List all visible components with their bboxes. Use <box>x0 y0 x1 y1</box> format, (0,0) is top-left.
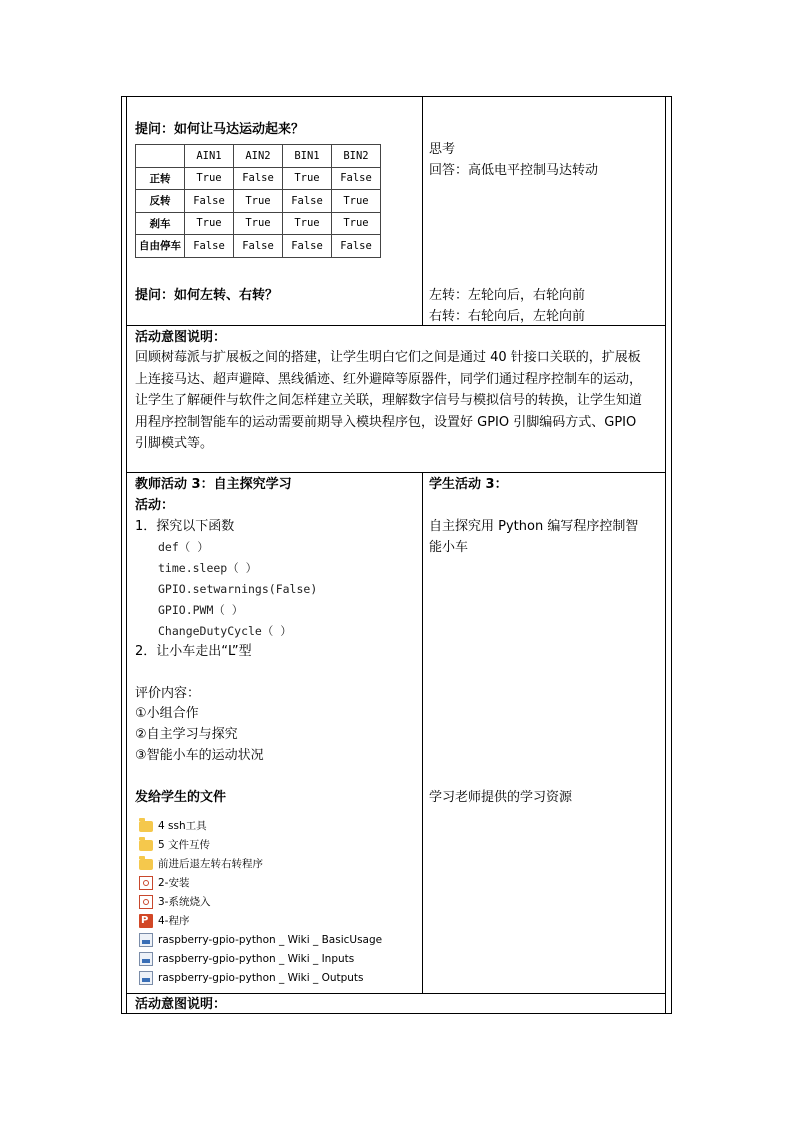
table-cell: False <box>185 235 234 258</box>
pdf-icon <box>139 933 153 947</box>
folder-icon <box>139 840 153 851</box>
files-title: 发给学生的文件 <box>135 790 227 805</box>
file-item[interactable] <box>139 873 189 892</box>
file-item[interactable] <box>139 892 210 911</box>
table-cell: True <box>283 212 332 235</box>
ppt-icon <box>139 876 153 890</box>
activity-intent-title: 活动意图说明： <box>135 330 227 345</box>
file-name: raspberry-gpio-python _ Wiki _ Outputs <box>158 971 364 984</box>
activity-intent-body: 回顾树莓派与扩展板之间的搭建，让学生明白它们之间是通过 40 针接口关联的，扩展板上连接马达、超声避障、黑线循迹、红外避障等原器件，同学们通过程序控制车的运动，让学生了解硬件与软件之间怎样建立关联，理解数字信号与模拟信号的转换，让学生知道用程序控制智能车的运动需要前期导入模块程序包，设置好 GPIO 引脚编码方式、GPIO 引脚模式等。 <box>135 350 643 451</box>
table-cell: False <box>185 190 234 213</box>
file-item[interactable] <box>139 949 354 968</box>
column-divider-2 <box>422 472 423 993</box>
file-name: 前进后退左转右转程序 <box>158 858 263 870</box>
table-cell: False <box>332 235 381 258</box>
table-cell: False <box>234 167 283 190</box>
table-cell: True <box>234 190 283 213</box>
folder-icon <box>139 821 153 832</box>
file-item[interactable] <box>139 835 210 854</box>
file-name: raspberry-gpio-python _ Wiki _ BasicUsage <box>158 933 383 946</box>
right-turn-answer: 右转：右轮向后，左轮向前 <box>429 309 586 324</box>
row-label: 刹车 <box>136 212 185 235</box>
table-cell: False <box>283 190 332 213</box>
function-def: def（ ） <box>158 540 209 554</box>
file-item[interactable] <box>139 968 364 987</box>
question-turn-heading: 提问：如何左转、右转？ <box>135 288 279 303</box>
explore-item-2: 2．让小车走出“L”型 <box>135 644 252 659</box>
file-item[interactable] <box>139 816 207 835</box>
table-cell: False <box>332 167 381 190</box>
file-name: 3-系统烧入 <box>158 896 211 908</box>
row-divider-2 <box>126 472 666 473</box>
evaluation-item: ③智能小车的运动状况 <box>135 748 264 763</box>
table-header-cell: BIN2 <box>332 145 381 168</box>
file-name: 4-程序 <box>158 915 190 927</box>
table-header-cell: AIN1 <box>185 145 234 168</box>
explore-item-1: 1．探究以下函数 <box>135 519 235 534</box>
row-label: 自由停车 <box>136 235 185 258</box>
table-cell: True <box>234 212 283 235</box>
evaluation-item: ①小组合作 <box>135 706 199 721</box>
student-activity-title: 学生活动 3： <box>429 477 508 492</box>
file-name: 4 ssh工具 <box>158 820 207 832</box>
table-cell: True <box>185 167 234 190</box>
pdf-icon <box>139 971 153 985</box>
table-row <box>136 190 381 213</box>
table-cell: False <box>234 235 283 258</box>
table-row <box>136 167 381 190</box>
activity-label: 活动： <box>135 498 175 513</box>
student-answer-text: 回答：高低电平控制马达转动 <box>429 163 599 178</box>
function-time-sleep: time.sleep（ ） <box>158 561 258 575</box>
file-item[interactable] <box>139 911 189 930</box>
left-turn-answer: 左转：左轮向后，右轮向前 <box>429 288 586 303</box>
motor-truth-table <box>135 144 381 258</box>
student-activity-line: 自主探究用 Python 编写程序控制智 <box>429 519 639 534</box>
activity-intent-title-2: 活动意图说明： <box>135 997 227 1012</box>
table-header-row <box>136 145 381 168</box>
pdf-icon <box>139 952 153 966</box>
evaluation-label: 评价内容： <box>135 686 201 701</box>
ppt-icon <box>139 895 153 909</box>
file-name: 5 文件互传 <box>158 839 211 851</box>
table-header-cell: AIN2 <box>234 145 283 168</box>
column-divider-1 <box>422 97 423 325</box>
table-row <box>136 235 381 258</box>
file-name: 2-安装 <box>158 877 190 889</box>
evaluation-item: ②自主学习与探究 <box>135 727 238 742</box>
file-item[interactable] <box>139 854 263 873</box>
file-item[interactable] <box>139 930 382 949</box>
table-header-cell <box>136 145 185 168</box>
question-motor-heading: 提问：如何让马达运动起来？ <box>135 122 305 137</box>
table-cell: True <box>332 212 381 235</box>
student-think-label: 思考 <box>429 142 456 157</box>
function-setwarnings: GPIO.setwarnings(False) <box>158 582 318 596</box>
row-label: 反转 <box>136 190 185 213</box>
table-row <box>136 212 381 235</box>
table-header-cell: BIN1 <box>283 145 332 168</box>
table-cell: False <box>283 235 332 258</box>
function-pwm: GPIO.PWM（ ） <box>158 603 244 617</box>
function-changedutycycle: ChangeDutyCycle（ ） <box>158 624 292 638</box>
file-name: raspberry-gpio-python _ Wiki _ Inputs <box>158 952 355 965</box>
table-cell: True <box>283 167 332 190</box>
student-activity-line: 能小车 <box>429 540 469 555</box>
table-cell: True <box>332 190 381 213</box>
pptx-icon <box>139 914 153 928</box>
teacher-activity-title: 教师活动 3：自主探究学习 <box>135 477 292 492</box>
table-cell: True <box>185 212 234 235</box>
student-resource-text: 学习老师提供的学习资源 <box>429 790 573 805</box>
row-label: 正转 <box>136 167 185 190</box>
folder-icon <box>139 859 153 870</box>
